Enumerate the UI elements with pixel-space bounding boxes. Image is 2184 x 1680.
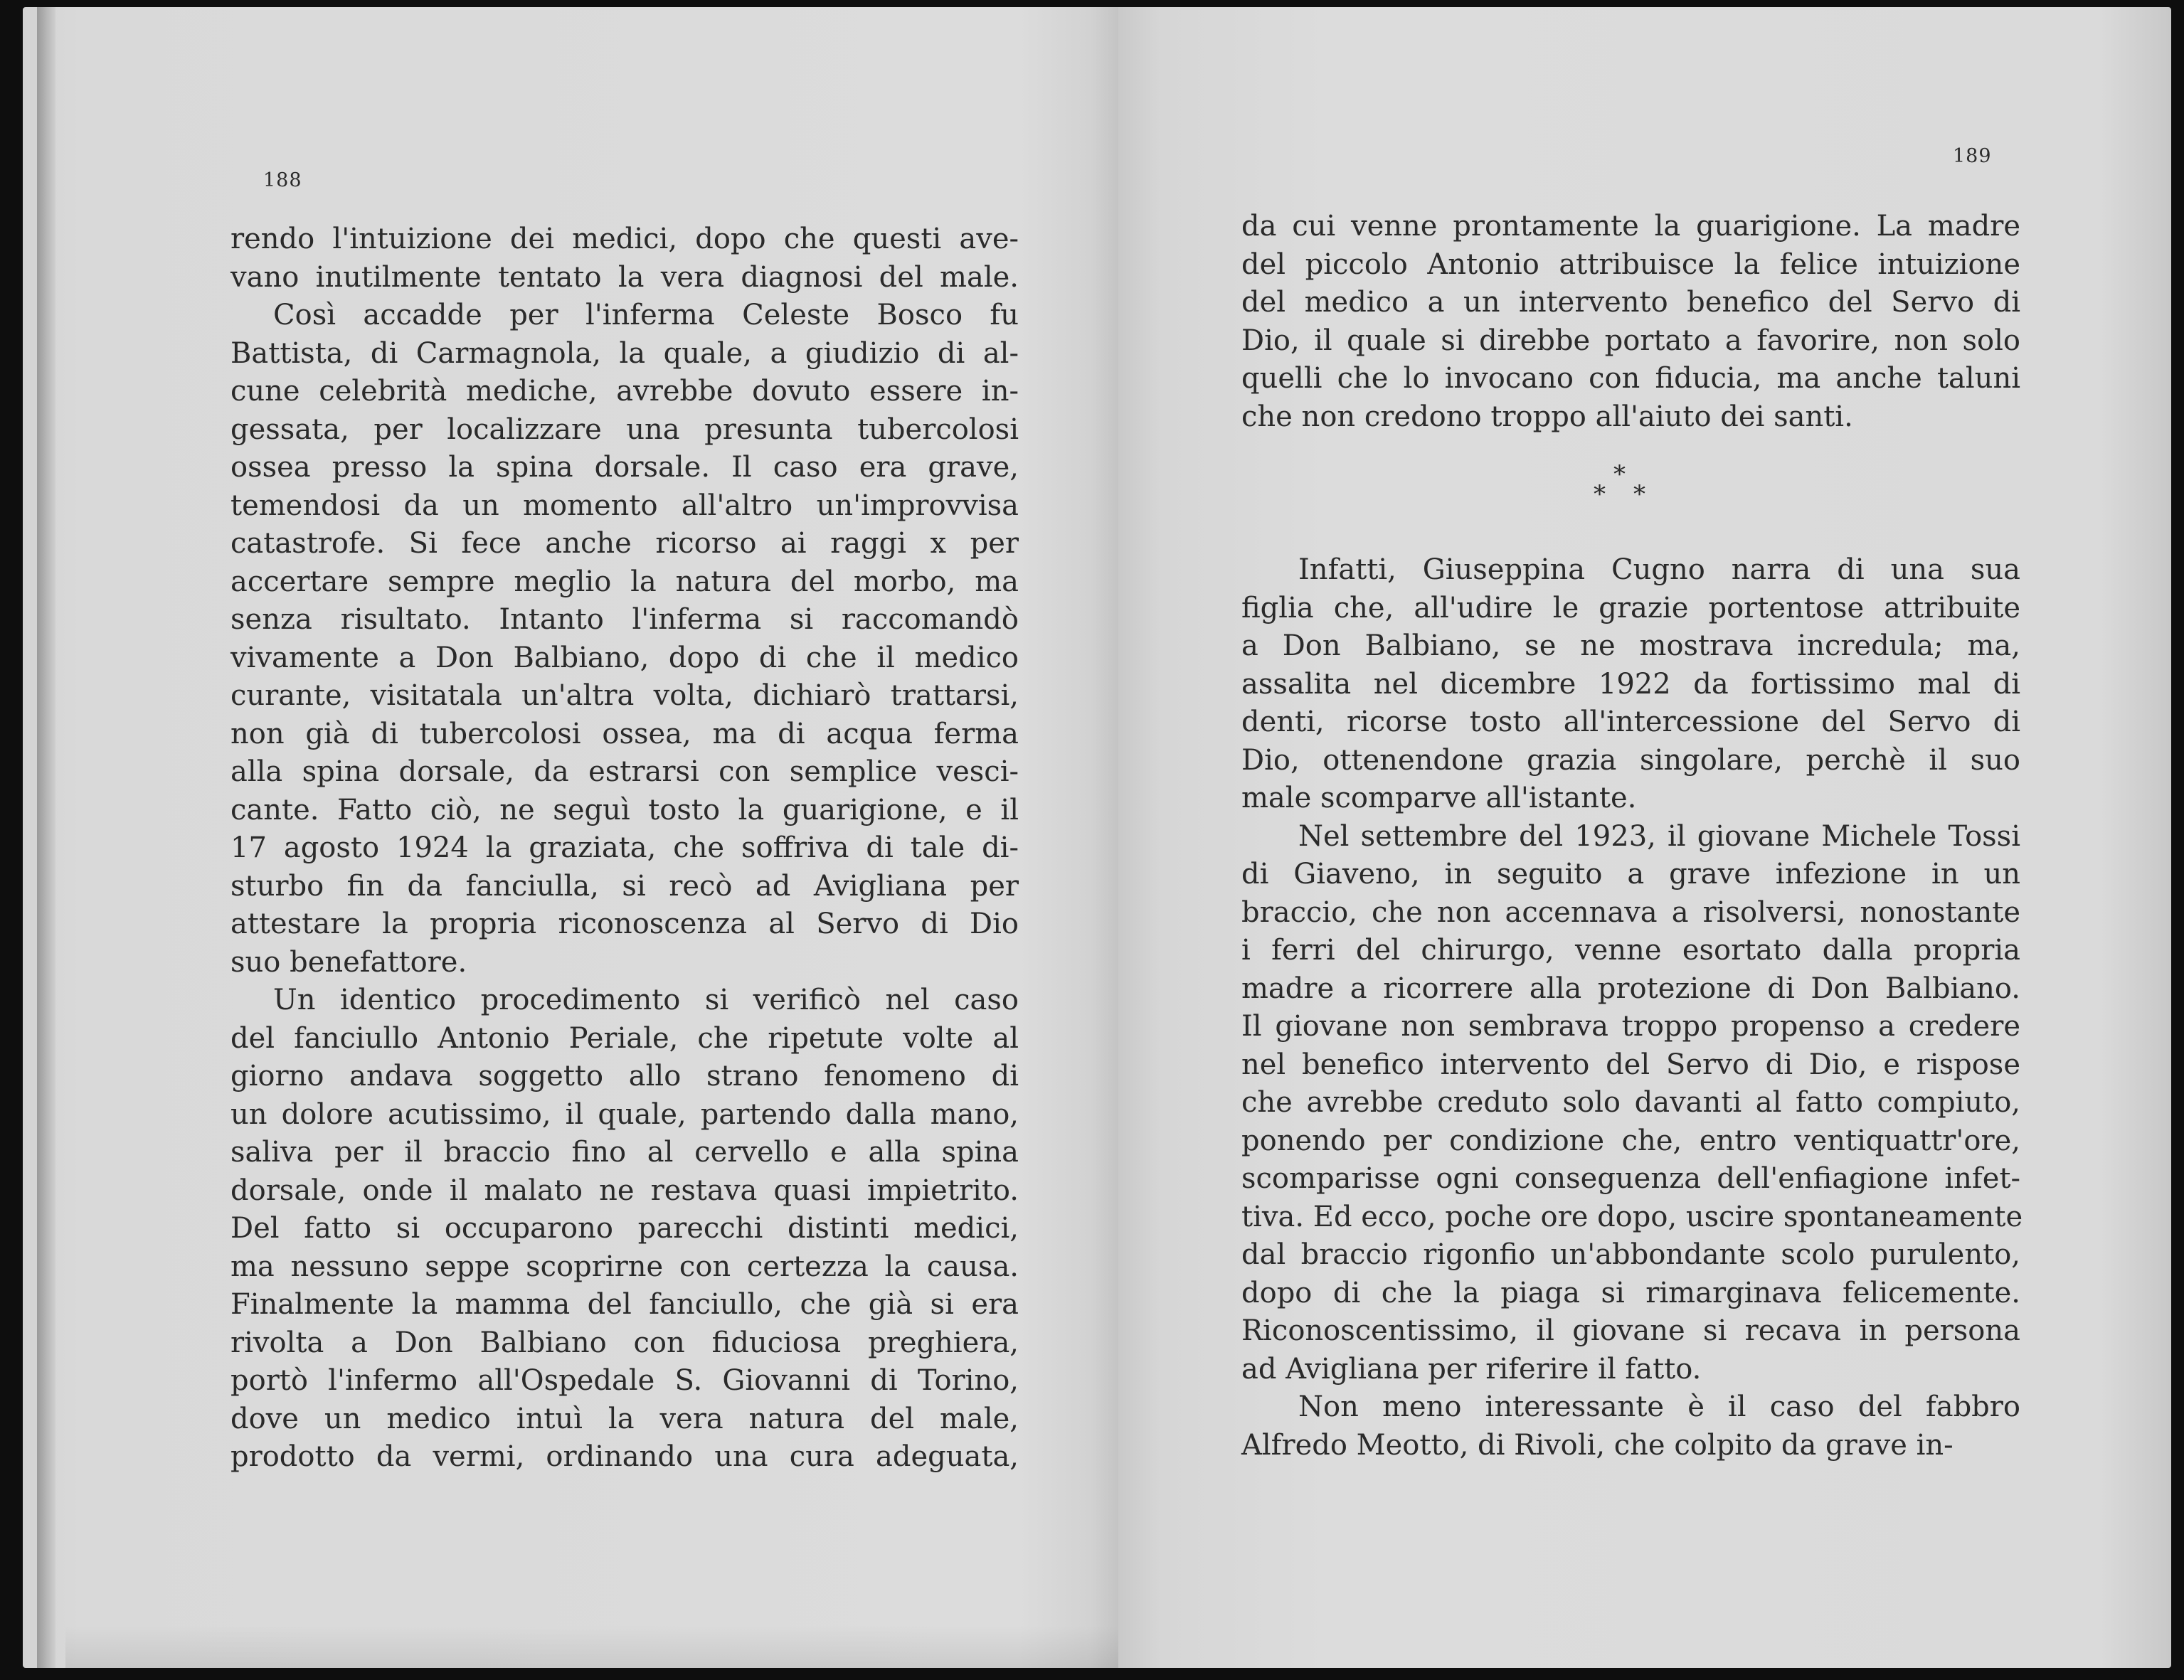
left-page-text: [230, 220, 1019, 1477]
asterism-star-left: *: [1594, 480, 1606, 509]
text-line: tiva. Ed ecco, poche ore dopo, uscire spontaneamente: [1241, 1200, 2023, 1233]
text-line: Un identico procedimento si verificò nel caso: [273, 984, 1019, 1016]
text-line: figlia che, all'udire le grazie portentose attribuite: [1241, 591, 2020, 624]
text-line: Così accadde per l'inferma Celeste Bosco fu: [273, 299, 1019, 331]
text-line: dorsale, onde il malato ne restava quasi impietrito.: [230, 1174, 1019, 1207]
text-line: sturbo fin da fanciulla, si recò ad Avigliana per: [230, 869, 1019, 903]
text-line: male scomparve all'istante.: [1241, 782, 1637, 814]
text-line: ponendo per condizione che, entro ventiquattr'ore,: [1241, 1124, 2020, 1157]
text-line: Dio, il quale si direbbe portato a favorire, non solo: [1241, 324, 2020, 357]
text-line: curante, visitatala un'altra volta, dichiarò trattarsi,: [230, 679, 1019, 712]
text-line: Finalmente la mamma del fanciullo, che già si era: [230, 1288, 1019, 1321]
text-line: portò l'infermo all'Ospedale S. Giovanni di Torino,: [230, 1364, 1019, 1397]
text-line: senza risultato. Intanto l'inferma si raccomandò: [230, 603, 1019, 636]
text-line: dove un medico intuì la vera natura del male,: [230, 1402, 1019, 1435]
text-line: ma nessuno seppe scoprirne con certezza la causa.: [230, 1250, 1019, 1283]
text-line: quelli che lo invocano con fiducia, ma anche taluni: [1241, 362, 2020, 395]
text-line: che avrebbe creduto solo davanti al fatto compiuto,: [1241, 1086, 2020, 1119]
text-line: accertare sempre meglio la natura del morbo, ma: [230, 565, 1019, 598]
text-line: temendosi da un momento all'altro un'improvvisa: [230, 489, 1019, 522]
page-number-right: 189: [1953, 145, 1992, 167]
text-line: che non credono troppo all'aiuto dei santi.: [1241, 400, 1853, 433]
text-line: Non meno interessante è il caso del fabbro: [1298, 1391, 2020, 1423]
text-line: vivamente a Don Balbiano, dopo di che il medico: [230, 641, 1019, 674]
text-line: Nel settembre del 1923, il giovane Michele Tossi: [1298, 819, 2020, 853]
right-page-text-top: [1241, 208, 2020, 436]
text-line: suo benefattore.: [230, 945, 467, 979]
text-line: attestare la propria riconoscenza al Servo di Dio: [230, 908, 1019, 940]
text-line: 17 agosto 1924 la graziata, che soffriva di tale di-: [230, 831, 1019, 864]
text-line: non già di tubercolosi ossea, ma di acqua ferma: [230, 717, 1019, 750]
text-line: prodotto da vermi, ordinando una cura adeguata,: [230, 1440, 1019, 1473]
text-line: vano inutilmente tentato la vera diagnosi del male.: [230, 260, 1019, 294]
page-number-left: 188: [263, 169, 302, 191]
text-line: dopo di che la piaga si rimarginava felicemente.: [1241, 1276, 2020, 1309]
text-line: rendo l'intuizione dei medici, dopo che questi ave-: [230, 223, 1019, 255]
text-line: Del fatto si occuparono parecchi distinti medici,: [230, 1212, 1019, 1245]
text-line: scomparisse ogni conseguenza dell'enfiagione infet-: [1241, 1162, 2020, 1195]
text-line: Alfredo Meotto, di Rivoli, che colpito da grave in-: [1241, 1428, 1954, 1462]
asterism: [1594, 462, 1650, 512]
text-line: dal braccio rigonfio un'abbondante scolo purulento,: [1241, 1238, 2020, 1271]
text-line: braccio, che non accennava a risolversi, nonostante: [1241, 895, 2020, 929]
text-line: denti, ricorse tosto all'intercessione del Servo di: [1241, 706, 2020, 738]
text-line: alla spina dorsale, da estrarsi con semplice vesci-: [230, 755, 1019, 788]
text-line: Dio, ottenendone grazia singolare, perchè il suo: [1241, 743, 2020, 777]
text-line: i ferri del chirurgo, venne esortato dalla propria: [1241, 934, 2020, 967]
text-line: rivolta a Don Balbiano con fiduciosa preghiera,: [230, 1326, 1019, 1359]
text-line: giorno andava soggetto allo strano fenomeno di: [230, 1060, 1019, 1092]
text-line: del medico a un intervento benefico del Servo di: [1241, 286, 2020, 319]
text-line: assalita nel dicembre 1922 da fortissimo mal di: [1241, 667, 2020, 701]
text-line: catastrofe. Si fece anche ricorso ai raggi x per: [230, 527, 1019, 560]
text-line: Infatti, Giuseppina Cugno narra di una sua: [1298, 553, 2020, 586]
asterism-star-right: *: [1633, 480, 1645, 509]
text-line: Il giovane non sembrava troppo propenso a credere: [1241, 1010, 2020, 1043]
text-line: madre a ricorrere alla protezione di Don Balbiano.: [1241, 972, 2020, 1005]
text-line: cante. Fatto ciò, ne seguì tosto la guarigione, e il: [230, 793, 1019, 826]
text-line: del piccolo Antonio attribuisce la felice intuizione: [1241, 248, 2020, 281]
text-line: nel benefico intervento del Servo di Dio, e rispose: [1241, 1048, 2020, 1081]
text-line: Riconoscentissimo, il giovane si recava in persona: [1241, 1314, 2020, 1347]
left-page: [23, 7, 1118, 1668]
text-line: saliva per il braccio fino al cervello e alla spina: [230, 1136, 1019, 1169]
text-line: cune celebrità mediche, avrebbe dovuto essere in-: [230, 375, 1019, 408]
right-page: [1118, 7, 2171, 1668]
text-line: gessata, per localizzare una presunta tubercolosi: [230, 413, 1019, 446]
text-line: Battista, di Carmagnola, la quale, a giudizio di al-: [230, 336, 1019, 370]
text-line: di Giaveno, in seguito a grave infezione in un: [1241, 858, 2020, 890]
text-line: del fanciullo Antonio Periale, che ripetute volte al: [230, 1021, 1019, 1055]
text-line: da cui venne prontamente la guarigione. La madre: [1241, 210, 2020, 243]
text-line: ossea presso la spina dorsale. Il caso era grave,: [230, 451, 1019, 484]
text-line: ad Avigliana per riferire il fatto.: [1241, 1352, 1702, 1386]
asterism-star-top: *: [1613, 460, 1626, 489]
right-page-text-bottom: [1241, 551, 2023, 1464]
text-line: a Don Balbiano, se ne mostrava incredula; ma,: [1241, 629, 2020, 662]
text-line: un dolore acutissimo, il quale, partendo dalla mano,: [230, 1097, 1019, 1131]
